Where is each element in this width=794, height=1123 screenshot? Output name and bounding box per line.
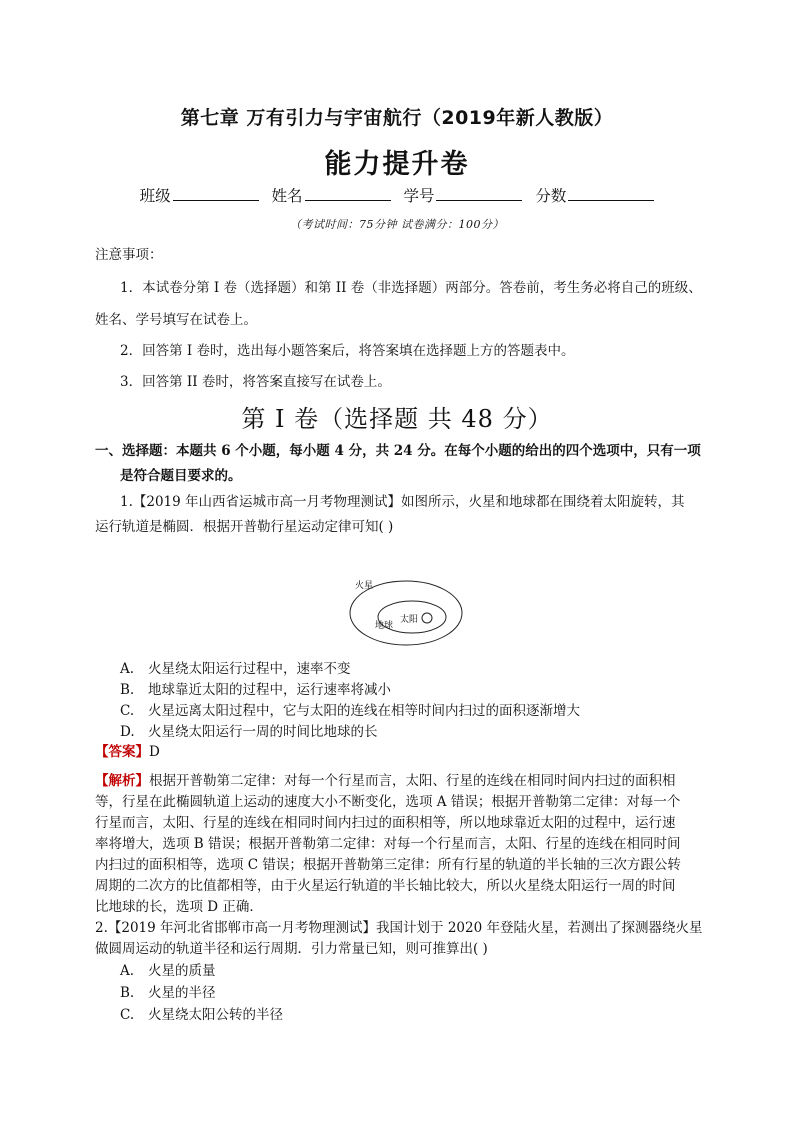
note-item: 2．回答第 I 卷时，选出每小题答案后，将答案填在选择题上方的答题表中。 [120,343,575,359]
question-1-stem: 1.【2019 年山西省运城市高一月考物理测试】如图所示，火星和地球都在围绕着太阳旋转，其 [120,494,685,510]
class-blank [173,185,259,201]
sun-icon [422,613,432,623]
chapter-title: 第七章 万有引力与宇宙航行（2019年新人教版） [180,107,614,129]
score-blank [568,185,654,201]
name-blank [305,185,391,201]
option-c [120,1006,283,1024]
name-label: 姓名 [271,187,303,205]
option-a [120,660,351,678]
class-label: 班级 [139,187,171,205]
analysis-line: 内扫过的面积相等，选项 C 错误；根据开普勒第三定律：所有行星的轨道的半长轴的三次方跟公转 [95,857,681,873]
question-2-stem: 2.【2019 年河北省邯郸市高一月考物理测试】我国计划于 2020 年登陆火星，若测出了探测器绕火星 [95,920,703,936]
section-title: 第 I 卷（选择题 共 48 分） [241,405,553,433]
option-text: 火星绕太阳运行一周的时间比地球的长 [148,724,378,740]
option-text: 火星的半径 [148,985,216,1001]
sun-label: 太阳 [400,615,419,625]
student-info-fields [0,184,794,206]
analysis-line: 行星而言，太阳、行星的连线在相同时间内扫过的面积相等，所以地球靠近太阳的过程中，运行速 [95,815,676,831]
score-field [535,184,654,206]
orbit-diagram [340,572,475,652]
option-letter: C. [120,1007,135,1023]
option-text: 火星绕太阳公转的半径 [148,1007,283,1023]
class-field [140,184,259,206]
name-field [272,184,391,206]
exam-time-info: （考试时间：75分钟 试卷满分：100分） [290,218,504,231]
note-item: 3．回答第 II 卷时，将答案直接写在试卷上。 [120,374,391,390]
analysis-line: 率将增大，选项 B 错误；根据开普勒第二定律：对每一个行星而言，太阳、行星的连线在相同时间 [95,836,681,852]
option-b [120,984,216,1002]
student-id-blank [436,185,522,201]
option-letter: A. [120,963,135,979]
answer-line [95,743,160,761]
score-label: 分数 [535,187,567,205]
student-id-field [403,184,522,206]
analysis-line [95,772,676,790]
analysis-tag: 【解析】 [95,773,149,789]
option-letter: C. [120,703,135,719]
option-text: 地球靠近太阳的过程中，运行速率将减小 [148,682,391,698]
analysis-line: 周期的二次方的比值都相等，由于火星运行轨道的半长轴比较大，所以火星绕太阳运行一周的时间 [95,878,676,894]
option-c [120,702,580,720]
option-text: 火星的质量 [148,963,216,979]
mars-label: 火星 [355,581,374,591]
option-a [120,962,216,980]
earth-label: 地球 [375,621,394,631]
note-item: 1．本试卷分第 I 卷（选择题）和第 II 卷（非选择题）两部分。答卷前，考生务必将自己的班级、 [120,280,702,296]
option-letter: A. [120,661,135,677]
student-id-label: 学号 [403,187,435,205]
option-text: 火星绕太阳运行过程中，速率不变 [148,661,351,677]
question-1-stem: 运行轨道是椭圆．根据开普勒行星运动定律可知( ) [95,519,394,535]
option-text: 火星远离太阳过程中，它与太阳的连线在相等时间内扫过的面积逐渐增大 [148,703,580,719]
option-letter: B. [120,682,135,698]
analysis-line: 等，行星在此椭圆轨道上运动的速度大小不断变化，选项 A 错误；根据开普勒第二定律：对每一个 [95,794,681,810]
section-instruction: 是符合题目要求的。 [120,468,242,484]
exam-subtitle: 能力提升卷 [324,149,470,180]
answer-value: D [149,744,160,760]
question-2-stem: 做圆周运动的轨道半径和运行周期．引力常量已知，则可推算出( ) [95,941,488,957]
notes-heading: 注意事项： [95,247,163,263]
section-instruction: 一、选择题：本题共 6 个小题，每小题 4 分，共 24 分。在每个小题的给出的四个选项中，只有一项 [95,443,701,459]
option-d [120,723,378,741]
answer-tag: 【答案】 [95,744,149,760]
option-b [120,681,391,699]
note-item: 姓名、学号填写在试卷上。 [95,312,257,328]
analysis-line: 比地球的长，选项 D 正确． [95,899,263,915]
option-letter: D. [120,724,135,740]
analysis-text: 根据开普勒第二定律：对每一个行星而言，太阳、行星的连线在相同时间内扫过的面积相 [149,773,676,789]
option-letter: B. [120,985,135,1001]
